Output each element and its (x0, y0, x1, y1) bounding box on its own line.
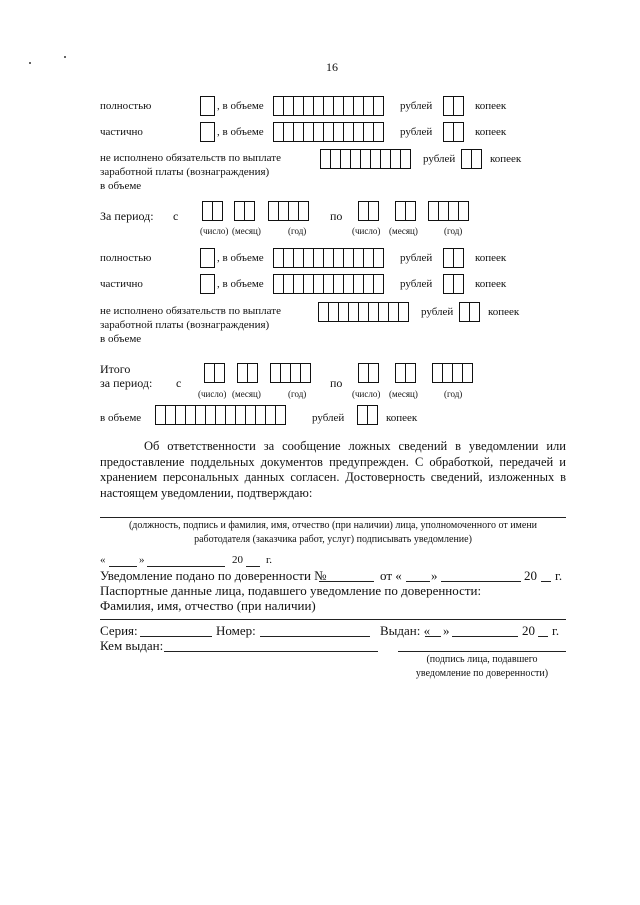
label-period: За период: (100, 209, 154, 223)
month-cells[interactable] (395, 201, 415, 221)
label-not-fulfilled: заработной платы (вознаграждения) (100, 319, 270, 331)
passport-series-label: Серия: (100, 623, 138, 638)
signature2-line[interactable] (398, 651, 566, 652)
label-total-period: за период: (100, 376, 153, 390)
label-kopecks: копеек (488, 306, 520, 318)
caption-year: (год) (444, 389, 463, 399)
date-open-quote: « (100, 554, 106, 566)
label-partial: частично (100, 126, 143, 138)
label-in-amount: , в объеме (217, 252, 264, 264)
year-cells[interactable] (432, 363, 472, 383)
day-cells[interactable] (358, 363, 378, 383)
proxy-from: от « (380, 568, 402, 583)
caption-year: (год) (288, 389, 307, 399)
day-cells[interactable] (202, 201, 222, 221)
date-close-quote: » (139, 554, 145, 566)
kopecks-cells[interactable] (357, 405, 377, 425)
declaration-paragraph (100, 439, 566, 501)
signature2-caption: (подпись лица, подавшего (426, 654, 538, 665)
caption-day: (число) (198, 389, 227, 399)
passport-issued-month-field[interactable] (452, 636, 518, 637)
day-cells[interactable] (358, 201, 378, 221)
label-kopecks: копеек (475, 278, 507, 290)
label-kopecks: копеек (386, 412, 418, 424)
day-cells[interactable] (204, 363, 224, 383)
passport-issued-label: Выдан: « (380, 623, 431, 638)
month-cells[interactable] (237, 363, 257, 383)
label-kopecks: копеек (475, 252, 507, 264)
caption-year: (год) (288, 226, 307, 236)
proxy-year: 20 (524, 568, 537, 583)
rubles-cells[interactable] (318, 302, 408, 322)
proxy-year-field[interactable] (541, 581, 551, 582)
label-rubles: рублей (423, 153, 456, 165)
label-full: полностью (100, 100, 152, 112)
rubles-cells[interactable] (273, 274, 383, 294)
label-partial: частично (100, 278, 143, 290)
passport-number-field[interactable] (260, 636, 370, 637)
label-rubles: рублей (421, 306, 454, 318)
caption-day: (число) (200, 226, 229, 236)
declaration-text: Об ответственности за сообщение ложных сведений в уведомлении или предоставление поддельных документов предупрежден. С обработкой, передачей и хранением персональных данных согласен. Достоверность сведений, изложенных в настоящем уведомлении, подтверждаю: (100, 439, 566, 500)
label-not-fulfilled: заработной платы (вознаграждения) (100, 166, 270, 178)
label-total: Итого (100, 362, 131, 376)
passport-series-field[interactable] (140, 636, 212, 637)
label-not-fulfilled: в объеме (100, 180, 142, 192)
rubles-cells[interactable] (320, 149, 410, 169)
passport-year-suffix: г. (552, 623, 560, 638)
caption-day: (число) (352, 226, 381, 236)
caption-month: (месяц) (232, 226, 261, 236)
proxy-label: Уведомление подано по доверенности № (100, 568, 327, 583)
proxy-month-field[interactable] (441, 581, 521, 582)
fio-field[interactable] (100, 619, 566, 620)
month-cells[interactable] (395, 363, 415, 383)
signature-caption: (должность, подпись и фамилия, имя, отчество (при наличии) лица, уполномоченного от имени работодателя (заказчика работ, услуг) подписывать уведомление) (128, 520, 538, 545)
label-from: с (173, 209, 179, 223)
year-cells[interactable] (270, 363, 310, 383)
issued-by-field[interactable] (164, 651, 378, 652)
label-full: полностью (100, 252, 152, 264)
passport-number-label: Номер: (216, 623, 256, 638)
year-cells[interactable] (268, 201, 308, 221)
kopecks-cells[interactable] (443, 96, 463, 116)
label-from: с (176, 376, 182, 390)
proxy-year-suffix: г. (555, 568, 563, 583)
scan-speck (64, 56, 66, 58)
checkbox-partial[interactable] (200, 274, 214, 294)
label-not-fulfilled: не исполнено обязательств по выплате (100, 305, 281, 317)
passport-heading: Паспортные данные лица, подавшего уведомление по доверенности: (100, 583, 482, 598)
kopecks-cells[interactable] (459, 302, 479, 322)
caption-day: (число) (352, 389, 381, 399)
passport-close-quote: » (443, 623, 450, 638)
label-in-amount-total: в объеме (100, 412, 142, 424)
caption-month: (месяц) (232, 389, 261, 399)
passport-year-field[interactable] (538, 636, 548, 637)
label-in-amount: , в объеме (217, 126, 264, 138)
date-year-prefix: 20 (232, 554, 243, 566)
kopecks-cells[interactable] (461, 149, 481, 169)
checkbox-full[interactable] (200, 248, 214, 268)
label-in-amount: , в объеме (217, 278, 264, 290)
month-cells[interactable] (234, 201, 254, 221)
label-in-amount: , в объеме (217, 100, 264, 112)
label-to: по (330, 376, 343, 390)
proxy-number-field[interactable] (319, 581, 374, 582)
label-kopecks: копеек (490, 153, 522, 165)
year-cells[interactable] (428, 201, 468, 221)
passport-issued-day-field[interactable] (425, 636, 441, 637)
signature-line[interactable] (100, 517, 566, 518)
label-kopecks: копеек (475, 100, 507, 112)
caption-year: (год) (444, 226, 463, 236)
signature2-caption: уведомление по доверенности) (415, 668, 549, 679)
label-rubles: рублей (400, 252, 433, 264)
kopecks-cells[interactable] (443, 274, 463, 294)
date-day-field[interactable] (109, 566, 137, 567)
passport-year: 20 (522, 623, 535, 638)
label-rubles: рублей (400, 278, 433, 290)
label-not-fulfilled: в объеме (100, 333, 142, 345)
fio-heading: Фамилия, имя, отчество (при наличии) (100, 598, 316, 613)
label-kopecks: копеек (475, 126, 507, 138)
rubles-cells[interactable] (273, 248, 383, 268)
kopecks-cells[interactable] (443, 122, 463, 142)
label-to: по (330, 209, 343, 223)
caption-month: (месяц) (389, 389, 418, 399)
rubles-cells[interactable] (155, 405, 285, 425)
rubles-cells[interactable] (273, 122, 383, 142)
proxy-close-quote: » (431, 568, 438, 583)
checkbox-partial[interactable] (200, 122, 214, 142)
label-rubles: рублей (400, 100, 433, 112)
rubles-cells[interactable] (273, 96, 383, 116)
proxy-day-field[interactable] (406, 581, 430, 582)
page-number: 16 (326, 60, 338, 74)
scan-speck (29, 62, 31, 64)
date-year-field[interactable] (246, 566, 260, 567)
caption-month: (месяц) (389, 226, 418, 236)
label-rubles: рублей (400, 126, 433, 138)
date-year-suffix: г. (266, 554, 273, 566)
issued-by-label: Кем выдан: (100, 638, 164, 653)
label-not-fulfilled: не исполнено обязательств по выплате (100, 152, 281, 164)
date-month-field[interactable] (147, 566, 225, 567)
label-rubles: рублей (312, 412, 345, 424)
kopecks-cells[interactable] (443, 248, 463, 268)
checkbox-full[interactable] (200, 96, 214, 116)
